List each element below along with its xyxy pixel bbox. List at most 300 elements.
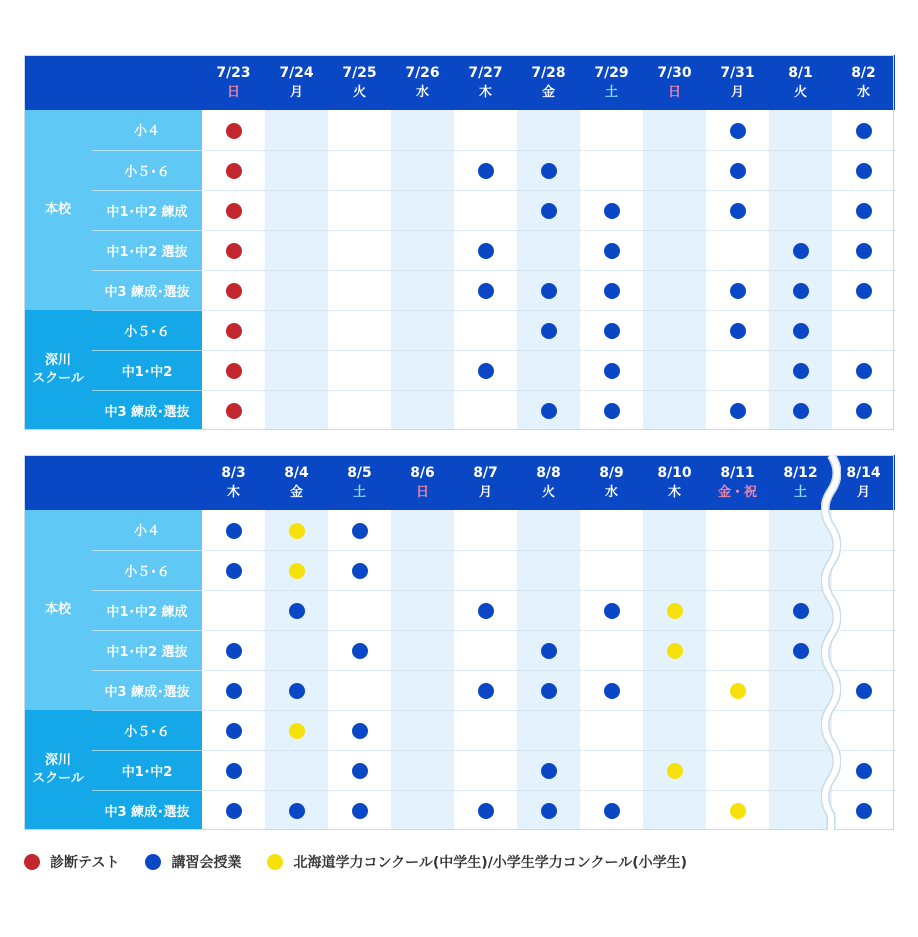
schedule-cell	[202, 270, 265, 310]
schedule-cell	[832, 150, 895, 190]
schedule-cell	[265, 590, 328, 630]
date-header-8-11	[706, 455, 769, 510]
schedule-cell	[832, 270, 895, 310]
schedule-cell	[328, 310, 391, 350]
schedule-cell	[706, 590, 769, 630]
weekday-label: 火	[541, 484, 555, 500]
date-label: 8/10	[657, 464, 692, 481]
weekday-label: 月	[730, 84, 744, 100]
blue-dot-icon	[541, 163, 557, 179]
blue-dot-icon	[541, 803, 557, 819]
date-header-7-31	[706, 55, 769, 110]
table-row	[24, 230, 895, 270]
schedule-cell	[643, 190, 706, 230]
schedule-cell	[832, 550, 895, 590]
blue-dot-icon	[541, 643, 557, 659]
table-row	[24, 270, 895, 310]
schedule-cell	[580, 670, 643, 710]
schedule-cell	[454, 630, 517, 670]
class-label: 中1･中2	[92, 350, 202, 390]
schedule-cell	[391, 750, 454, 790]
date-header-8-9	[580, 455, 643, 510]
table-row	[24, 150, 895, 190]
schedule-cell	[832, 350, 895, 390]
schedule-cell	[706, 750, 769, 790]
table-row	[24, 710, 895, 750]
schedule-cell	[328, 350, 391, 390]
yellow-dot-icon	[667, 763, 683, 779]
red-dot-icon	[226, 163, 242, 179]
schedule-cell	[202, 750, 265, 790]
blue-dot-icon	[856, 363, 872, 379]
schedule-cell	[391, 630, 454, 670]
schedule-cell	[328, 710, 391, 750]
date-header-8-8	[517, 455, 580, 510]
weekday-label: 金	[289, 484, 303, 500]
class-label: 小４	[92, 510, 202, 550]
blue-dot-icon	[793, 603, 809, 619]
date-header-7-29	[580, 55, 643, 110]
blue-dot-icon	[604, 203, 620, 219]
blue-dot-icon	[730, 123, 746, 139]
schedule-cell	[769, 310, 832, 350]
group-label: 本校	[24, 510, 92, 710]
schedule-cell	[706, 710, 769, 750]
schedule-cell	[580, 230, 643, 270]
date-label: 8/12	[783, 464, 818, 481]
blue-dot-icon	[226, 763, 242, 779]
schedule-cell	[265, 390, 328, 430]
schedule-cell	[706, 150, 769, 190]
schedule-cell	[832, 390, 895, 430]
blue-dot-icon	[604, 283, 620, 299]
schedule-cell	[832, 230, 895, 270]
blue-dot-icon	[226, 723, 242, 739]
schedule-cell	[328, 110, 391, 150]
schedule-cell	[643, 750, 706, 790]
schedule-cell	[391, 310, 454, 350]
group-label: 深川 スクール	[24, 710, 92, 830]
blue-dot-icon	[604, 803, 620, 819]
blue-dot-icon	[352, 803, 368, 819]
schedule-cell	[832, 750, 895, 790]
schedule-cell	[643, 510, 706, 550]
date-header-8-12	[769, 455, 832, 510]
blue-dot-icon	[541, 683, 557, 699]
date-header-7-23	[202, 55, 265, 110]
table-row	[24, 630, 895, 670]
schedule-cell	[265, 310, 328, 350]
blue-dot-icon	[352, 523, 368, 539]
blue-dot-icon	[226, 523, 242, 539]
schedule-cell	[202, 710, 265, 750]
date-header-8-5	[328, 455, 391, 510]
blue-dot-icon	[289, 803, 305, 819]
class-label: 中3 練成･選抜	[92, 790, 202, 830]
weekday-label: 水	[856, 84, 870, 100]
blue-dot-icon	[226, 803, 242, 819]
blue-dot-icon	[226, 643, 242, 659]
date-label: 7/29	[594, 64, 629, 81]
schedule-cell	[706, 670, 769, 710]
schedule-cell	[832, 710, 895, 750]
weekday-label: 金・祝	[717, 484, 757, 500]
date-label: 8/4	[284, 464, 309, 481]
weekday-label: 木	[226, 484, 240, 500]
date-label: 8/2	[851, 64, 876, 81]
schedule-cell	[391, 270, 454, 310]
weekday-label: 土	[352, 484, 366, 500]
blue-dot-icon	[289, 683, 305, 699]
schedule-cell	[517, 150, 580, 190]
class-label: 中1･中2 選抜	[92, 230, 202, 270]
schedule-cell	[517, 670, 580, 710]
schedule-cell	[454, 670, 517, 710]
schedule-cell	[769, 350, 832, 390]
schedule-cell	[769, 790, 832, 830]
schedule-cell	[454, 790, 517, 830]
blue-dot-icon	[478, 683, 494, 699]
schedule-cell	[769, 390, 832, 430]
schedule-cell	[643, 710, 706, 750]
blue-dot-icon	[730, 403, 746, 419]
legend-item-contest	[267, 852, 687, 872]
red-dot-icon	[226, 363, 242, 379]
date-header-7-25	[328, 55, 391, 110]
date-label: 7/25	[342, 64, 377, 81]
schedule-cell	[265, 190, 328, 230]
date-label: 8/14	[846, 464, 881, 481]
red-dot-icon	[226, 203, 242, 219]
schedule-cell	[580, 710, 643, 750]
weekday-label: 日	[226, 84, 240, 100]
schedule-cell	[391, 230, 454, 270]
blue-dot-icon	[478, 603, 494, 619]
blue-dot-icon	[604, 323, 620, 339]
blue-dot-icon	[478, 243, 494, 259]
blue-dot-icon	[730, 323, 746, 339]
schedule-cell	[454, 110, 517, 150]
blue-dot-icon	[856, 203, 872, 219]
blue-dot-icon	[352, 643, 368, 659]
table-row	[24, 310, 895, 350]
legend-label: 診断テスト	[50, 855, 120, 871]
schedule-cell	[391, 390, 454, 430]
schedule-cell	[328, 150, 391, 190]
blue-dot-icon	[352, 723, 368, 739]
schedule-cell	[265, 510, 328, 550]
schedule-cell	[517, 710, 580, 750]
blue-dot-icon	[289, 603, 305, 619]
weekday-label: 月	[289, 84, 303, 100]
class-label: 小５･６	[92, 710, 202, 750]
schedule-cell	[517, 390, 580, 430]
date-header-7-26	[391, 55, 454, 110]
blue-dot-icon	[730, 163, 746, 179]
blue-dot-icon	[541, 323, 557, 339]
red-dot-icon	[226, 403, 242, 419]
schedule-cell	[454, 350, 517, 390]
blue-dot-icon	[793, 323, 809, 339]
weekday-label: 日	[415, 484, 429, 500]
schedule-cell	[328, 510, 391, 550]
weekday-label: 木	[667, 484, 681, 500]
blue-dot-icon	[730, 203, 746, 219]
date-header-row	[24, 55, 895, 110]
date-header-8-14	[832, 455, 895, 510]
schedule-cell	[517, 270, 580, 310]
red-dot-icon	[226, 283, 242, 299]
class-label: 中1･中2 練成	[92, 190, 202, 230]
date-label: 8/11	[720, 464, 755, 481]
date-header-8-1	[769, 55, 832, 110]
group-label: 深川 スクール	[24, 310, 92, 430]
blue-dot-icon	[604, 363, 620, 379]
schedule-cell	[265, 350, 328, 390]
weekday-label: 金	[541, 84, 555, 100]
blue-dot-icon	[604, 683, 620, 699]
schedule-cell	[517, 790, 580, 830]
class-label: 小５･６	[92, 550, 202, 590]
schedule-cell	[265, 270, 328, 310]
blue-dot-icon	[793, 243, 809, 259]
schedule-cell	[580, 150, 643, 190]
date-label: 8/9	[599, 464, 624, 481]
blue-dot-icon	[478, 363, 494, 379]
schedule-cell	[517, 190, 580, 230]
table-row	[24, 510, 895, 550]
schedule-cell	[706, 230, 769, 270]
blue-dot-icon	[856, 403, 872, 419]
weekday-label: 日	[667, 84, 681, 100]
header-corner	[24, 455, 202, 510]
schedule-cell	[706, 550, 769, 590]
blue-dot-icon	[856, 243, 872, 259]
schedule-cell	[832, 790, 895, 830]
schedule-cell	[580, 630, 643, 670]
schedule-cell	[454, 230, 517, 270]
schedule-cell	[769, 590, 832, 630]
schedule-cell	[769, 630, 832, 670]
blue-dot-icon	[793, 283, 809, 299]
schedule-cell	[580, 590, 643, 630]
schedule-cell	[580, 190, 643, 230]
schedule-cell	[265, 790, 328, 830]
weekday-label: 水	[604, 484, 618, 500]
blue-dot-icon	[478, 803, 494, 819]
date-label: 7/28	[531, 64, 566, 81]
red-dot-icon	[24, 854, 40, 870]
schedule-cell	[454, 510, 517, 550]
schedule-cell	[517, 230, 580, 270]
schedule-cell	[517, 310, 580, 350]
date-header-8-2	[832, 55, 895, 110]
schedule-cell	[517, 350, 580, 390]
schedule-cell	[517, 110, 580, 150]
blue-dot-icon	[541, 203, 557, 219]
blue-dot-icon	[541, 763, 557, 779]
schedule-cell	[832, 110, 895, 150]
yellow-dot-icon	[289, 723, 305, 739]
date-label: 8/5	[347, 464, 372, 481]
red-dot-icon	[226, 243, 242, 259]
schedule-cell	[832, 670, 895, 710]
schedule-cell	[517, 590, 580, 630]
weekday-label: 火	[352, 84, 366, 100]
date-label: 8/3	[221, 464, 246, 481]
schedule-cell	[580, 510, 643, 550]
date-label: 7/27	[468, 64, 503, 81]
date-header-7-24	[265, 55, 328, 110]
schedule-cell	[265, 750, 328, 790]
blue-dot-icon	[541, 283, 557, 299]
schedule-cell	[517, 630, 580, 670]
weekday-label: 水	[415, 84, 429, 100]
blue-dot-icon	[352, 763, 368, 779]
date-header-7-28	[517, 55, 580, 110]
schedule-cell	[454, 150, 517, 190]
schedule-table-july	[24, 55, 895, 430]
schedule-cell	[643, 230, 706, 270]
schedule-cell	[391, 710, 454, 750]
schedule-cell	[580, 270, 643, 310]
schedule-cell	[454, 390, 517, 430]
schedule-cell	[202, 790, 265, 830]
schedule-cell	[706, 190, 769, 230]
date-header-7-27	[454, 55, 517, 110]
blue-dot-icon	[145, 854, 161, 870]
legend-item-diagnostic-test	[24, 852, 119, 872]
schedule-cell	[265, 670, 328, 710]
schedule-cell	[454, 710, 517, 750]
class-label: 小４	[92, 110, 202, 150]
schedule-cell	[580, 110, 643, 150]
yellow-dot-icon	[667, 603, 683, 619]
schedule-cell	[202, 630, 265, 670]
group-label: 本校	[24, 110, 92, 310]
red-dot-icon	[226, 323, 242, 339]
schedule-cell	[580, 790, 643, 830]
class-label: 中1･中2 練成	[92, 590, 202, 630]
blue-dot-icon	[793, 403, 809, 419]
legend	[24, 852, 713, 872]
schedule-cell	[580, 310, 643, 350]
date-header-8-4	[265, 455, 328, 510]
header-corner	[24, 55, 202, 110]
schedule-cell	[202, 670, 265, 710]
schedule-cell	[643, 310, 706, 350]
schedule-cell	[202, 310, 265, 350]
schedule-cell	[832, 590, 895, 630]
schedule-cell	[391, 670, 454, 710]
yellow-dot-icon	[730, 803, 746, 819]
weekday-label: 月	[856, 484, 870, 500]
yellow-dot-icon	[730, 683, 746, 699]
blue-dot-icon	[856, 123, 872, 139]
date-label: 7/30	[657, 64, 692, 81]
schedule-cell	[643, 350, 706, 390]
schedule-cell	[454, 550, 517, 590]
schedule-table-august	[24, 455, 895, 830]
legend-label: 講習会授業	[171, 855, 242, 871]
schedule-cell	[202, 590, 265, 630]
schedule-cell	[643, 790, 706, 830]
table-row	[24, 550, 895, 590]
blue-dot-icon	[856, 683, 872, 699]
schedule-cell	[202, 190, 265, 230]
schedule-cell	[328, 390, 391, 430]
table-row	[24, 670, 895, 710]
weekday-label: 土	[604, 84, 618, 100]
schedule-cell	[391, 590, 454, 630]
schedule-cell	[769, 670, 832, 710]
schedule-cell	[832, 630, 895, 670]
legend-label: 北海道学力コンクール(中学生)/小学生学力コンクール(小学生)	[293, 855, 688, 871]
table-row	[24, 190, 895, 230]
class-label: 中1･中2 選抜	[92, 630, 202, 670]
schedule-cell	[202, 390, 265, 430]
schedule-cell	[328, 630, 391, 670]
schedule-cell	[769, 550, 832, 590]
schedule-cell	[391, 350, 454, 390]
table-row	[24, 750, 895, 790]
legend-item-lecture	[145, 852, 241, 872]
schedule-cell	[202, 150, 265, 190]
class-label: 中1･中2	[92, 750, 202, 790]
schedule-cell	[643, 150, 706, 190]
class-label: 中3 練成･選抜	[92, 270, 202, 310]
schedule-cell	[328, 790, 391, 830]
schedule-cell	[706, 510, 769, 550]
schedule-cell	[517, 550, 580, 590]
schedule-cell	[769, 750, 832, 790]
blue-dot-icon	[226, 683, 242, 699]
schedule-cell	[706, 630, 769, 670]
schedule-cell	[706, 790, 769, 830]
schedule-cell	[580, 550, 643, 590]
schedule-cell	[265, 230, 328, 270]
schedule-cell	[454, 750, 517, 790]
date-header-8-7	[454, 455, 517, 510]
date-header-8-6	[391, 455, 454, 510]
schedule-cell	[769, 190, 832, 230]
schedule-cell	[643, 630, 706, 670]
schedule-cell	[643, 590, 706, 630]
weekday-label: 月	[478, 484, 492, 500]
schedule-cell	[391, 150, 454, 190]
schedule-cell	[832, 190, 895, 230]
date-label: 7/23	[216, 64, 251, 81]
table-row	[24, 350, 895, 390]
blue-dot-icon	[730, 283, 746, 299]
date-label: 7/26	[405, 64, 440, 81]
yellow-dot-icon	[267, 854, 283, 870]
schedule-cell	[706, 390, 769, 430]
class-label: 小５･６	[92, 310, 202, 350]
yellow-dot-icon	[289, 523, 305, 539]
weekday-label: 火	[793, 84, 807, 100]
blue-dot-icon	[793, 643, 809, 659]
schedule-cell	[391, 550, 454, 590]
schedule-cell	[328, 750, 391, 790]
schedule-cell	[265, 630, 328, 670]
class-label: 中3 練成･選抜	[92, 390, 202, 430]
schedule-cell	[580, 390, 643, 430]
schedule-cell	[202, 550, 265, 590]
schedule-cell	[265, 550, 328, 590]
schedule-cell	[265, 110, 328, 150]
schedule-cell	[832, 510, 895, 550]
